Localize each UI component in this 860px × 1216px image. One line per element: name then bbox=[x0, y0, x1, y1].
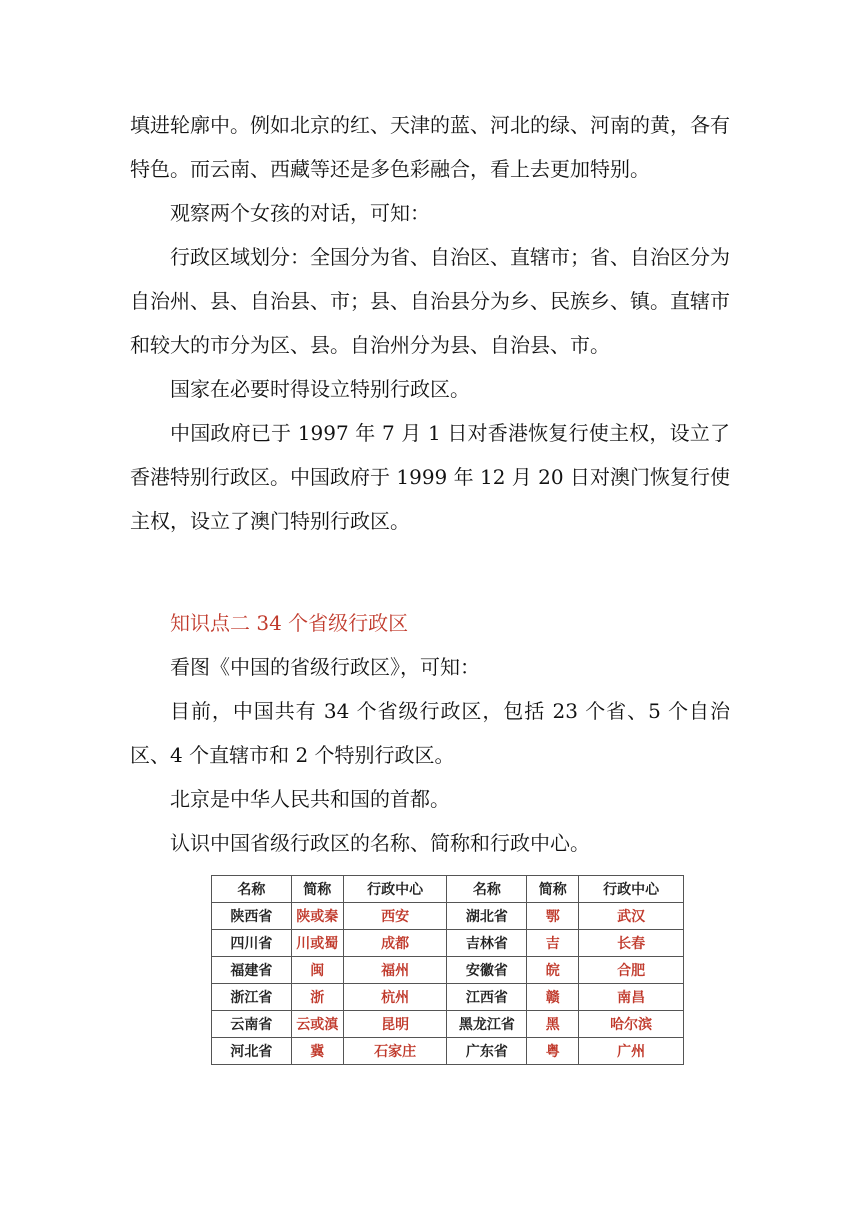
table-row bbox=[212, 1011, 684, 1038]
header-capital: 行政中心 bbox=[579, 876, 684, 903]
cell-capital: 长春 bbox=[579, 930, 684, 957]
cell-province: 湖北省 bbox=[447, 903, 527, 930]
cell-province: 河北省 bbox=[212, 1038, 292, 1065]
cell-province: 浙江省 bbox=[212, 984, 292, 1011]
cell-capital: 杭州 bbox=[343, 984, 447, 1011]
cell-abbr: 赣 bbox=[527, 984, 579, 1011]
cell-capital: 石家庄 bbox=[343, 1038, 447, 1065]
paragraph-division: 行政区域划分：全国分为省、自治区、直辖市；省、自治区分为自治州、县、自治县、市；县、自治县分为乡、民族乡、镇。直辖市和较大的市分为区、县。自治州分为县、自治县、市。 bbox=[130, 245, 730, 357]
cell-province: 黑龙江省 bbox=[447, 1011, 527, 1038]
cell-province: 福建省 bbox=[212, 957, 292, 984]
header-abbr: 简称 bbox=[291, 876, 343, 903]
table-row bbox=[212, 1038, 684, 1065]
cell-abbr: 云或滇 bbox=[291, 1011, 343, 1038]
cell-province: 陕西省 bbox=[212, 903, 292, 930]
paragraph-sar-intro: 国家在必要时得设立特别行政区。 bbox=[170, 377, 470, 401]
section-heading: 知识点二 34 个省级行政区 bbox=[170, 611, 409, 635]
cell-capital: 武汉 bbox=[579, 903, 684, 930]
cell-capital: 哈尔滨 bbox=[579, 1011, 684, 1038]
cell-abbr: 黑 bbox=[527, 1011, 579, 1038]
cell-province: 广东省 bbox=[447, 1038, 527, 1065]
table-row bbox=[212, 903, 684, 930]
table-row bbox=[212, 930, 684, 957]
province-table bbox=[211, 875, 684, 1065]
paragraph-map-ref: 看图《中国的省级行政区》，可知： bbox=[170, 655, 480, 679]
cell-province: 江西省 bbox=[447, 984, 527, 1011]
cell-abbr: 皖 bbox=[527, 957, 579, 984]
paragraph-table-intro: 认识中国省级行政区的名称、简称和行政中心。 bbox=[170, 831, 590, 855]
cell-capital: 南昌 bbox=[579, 984, 684, 1011]
cell-province: 四川省 bbox=[212, 930, 292, 957]
header-abbr: 简称 bbox=[527, 876, 579, 903]
cell-province: 安徽省 bbox=[447, 957, 527, 984]
paragraph-colors: 填进轮廓中。例如北京的红、天津的蓝、河北的绿、河南的黄，各有特色。而云南、西藏等还是多色彩融合，看上去更加特别。 bbox=[130, 113, 730, 181]
cell-capital: 成都 bbox=[343, 930, 447, 957]
cell-capital: 福州 bbox=[343, 957, 447, 984]
paragraph-count: 目前，中国共有 34 个省级行政区，包括 23 个省、5 个自治区、4 个直辖市和 2 个特别行政区。 bbox=[130, 699, 730, 767]
header-name: 名称 bbox=[447, 876, 527, 903]
cell-capital: 昆明 bbox=[343, 1011, 447, 1038]
table-row bbox=[212, 957, 684, 984]
paragraph-dialogue: 观察两个女孩的对话，可知： bbox=[170, 201, 430, 225]
cell-capital: 广州 bbox=[579, 1038, 684, 1065]
header-capital: 行政中心 bbox=[343, 876, 447, 903]
paragraph-capital: 北京是中华人民共和国的首都。 bbox=[170, 787, 450, 811]
cell-abbr: 川或蜀 bbox=[291, 930, 343, 957]
cell-province: 云南省 bbox=[212, 1011, 292, 1038]
header-name: 名称 bbox=[212, 876, 292, 903]
cell-capital: 西安 bbox=[343, 903, 447, 930]
cell-capital: 合肥 bbox=[579, 957, 684, 984]
cell-abbr: 吉 bbox=[527, 930, 579, 957]
table-header-row bbox=[212, 876, 684, 903]
cell-abbr: 闽 bbox=[291, 957, 343, 984]
table-row bbox=[212, 984, 684, 1011]
cell-abbr: 陕或秦 bbox=[291, 903, 343, 930]
cell-abbr: 浙 bbox=[291, 984, 343, 1011]
cell-abbr: 冀 bbox=[291, 1038, 343, 1065]
cell-abbr: 鄂 bbox=[527, 903, 579, 930]
cell-province: 吉林省 bbox=[447, 930, 527, 957]
paragraph-hk-macau: 中国政府已于 1997 年 7 月 1 日对香港恢复行使主权，设立了香港特别行政区。中国政府于 1999 年 12 月 20 日对澳门恢复行使主权，设立了澳门特别行政区。 bbox=[130, 421, 730, 533]
cell-abbr: 粤 bbox=[527, 1038, 579, 1065]
